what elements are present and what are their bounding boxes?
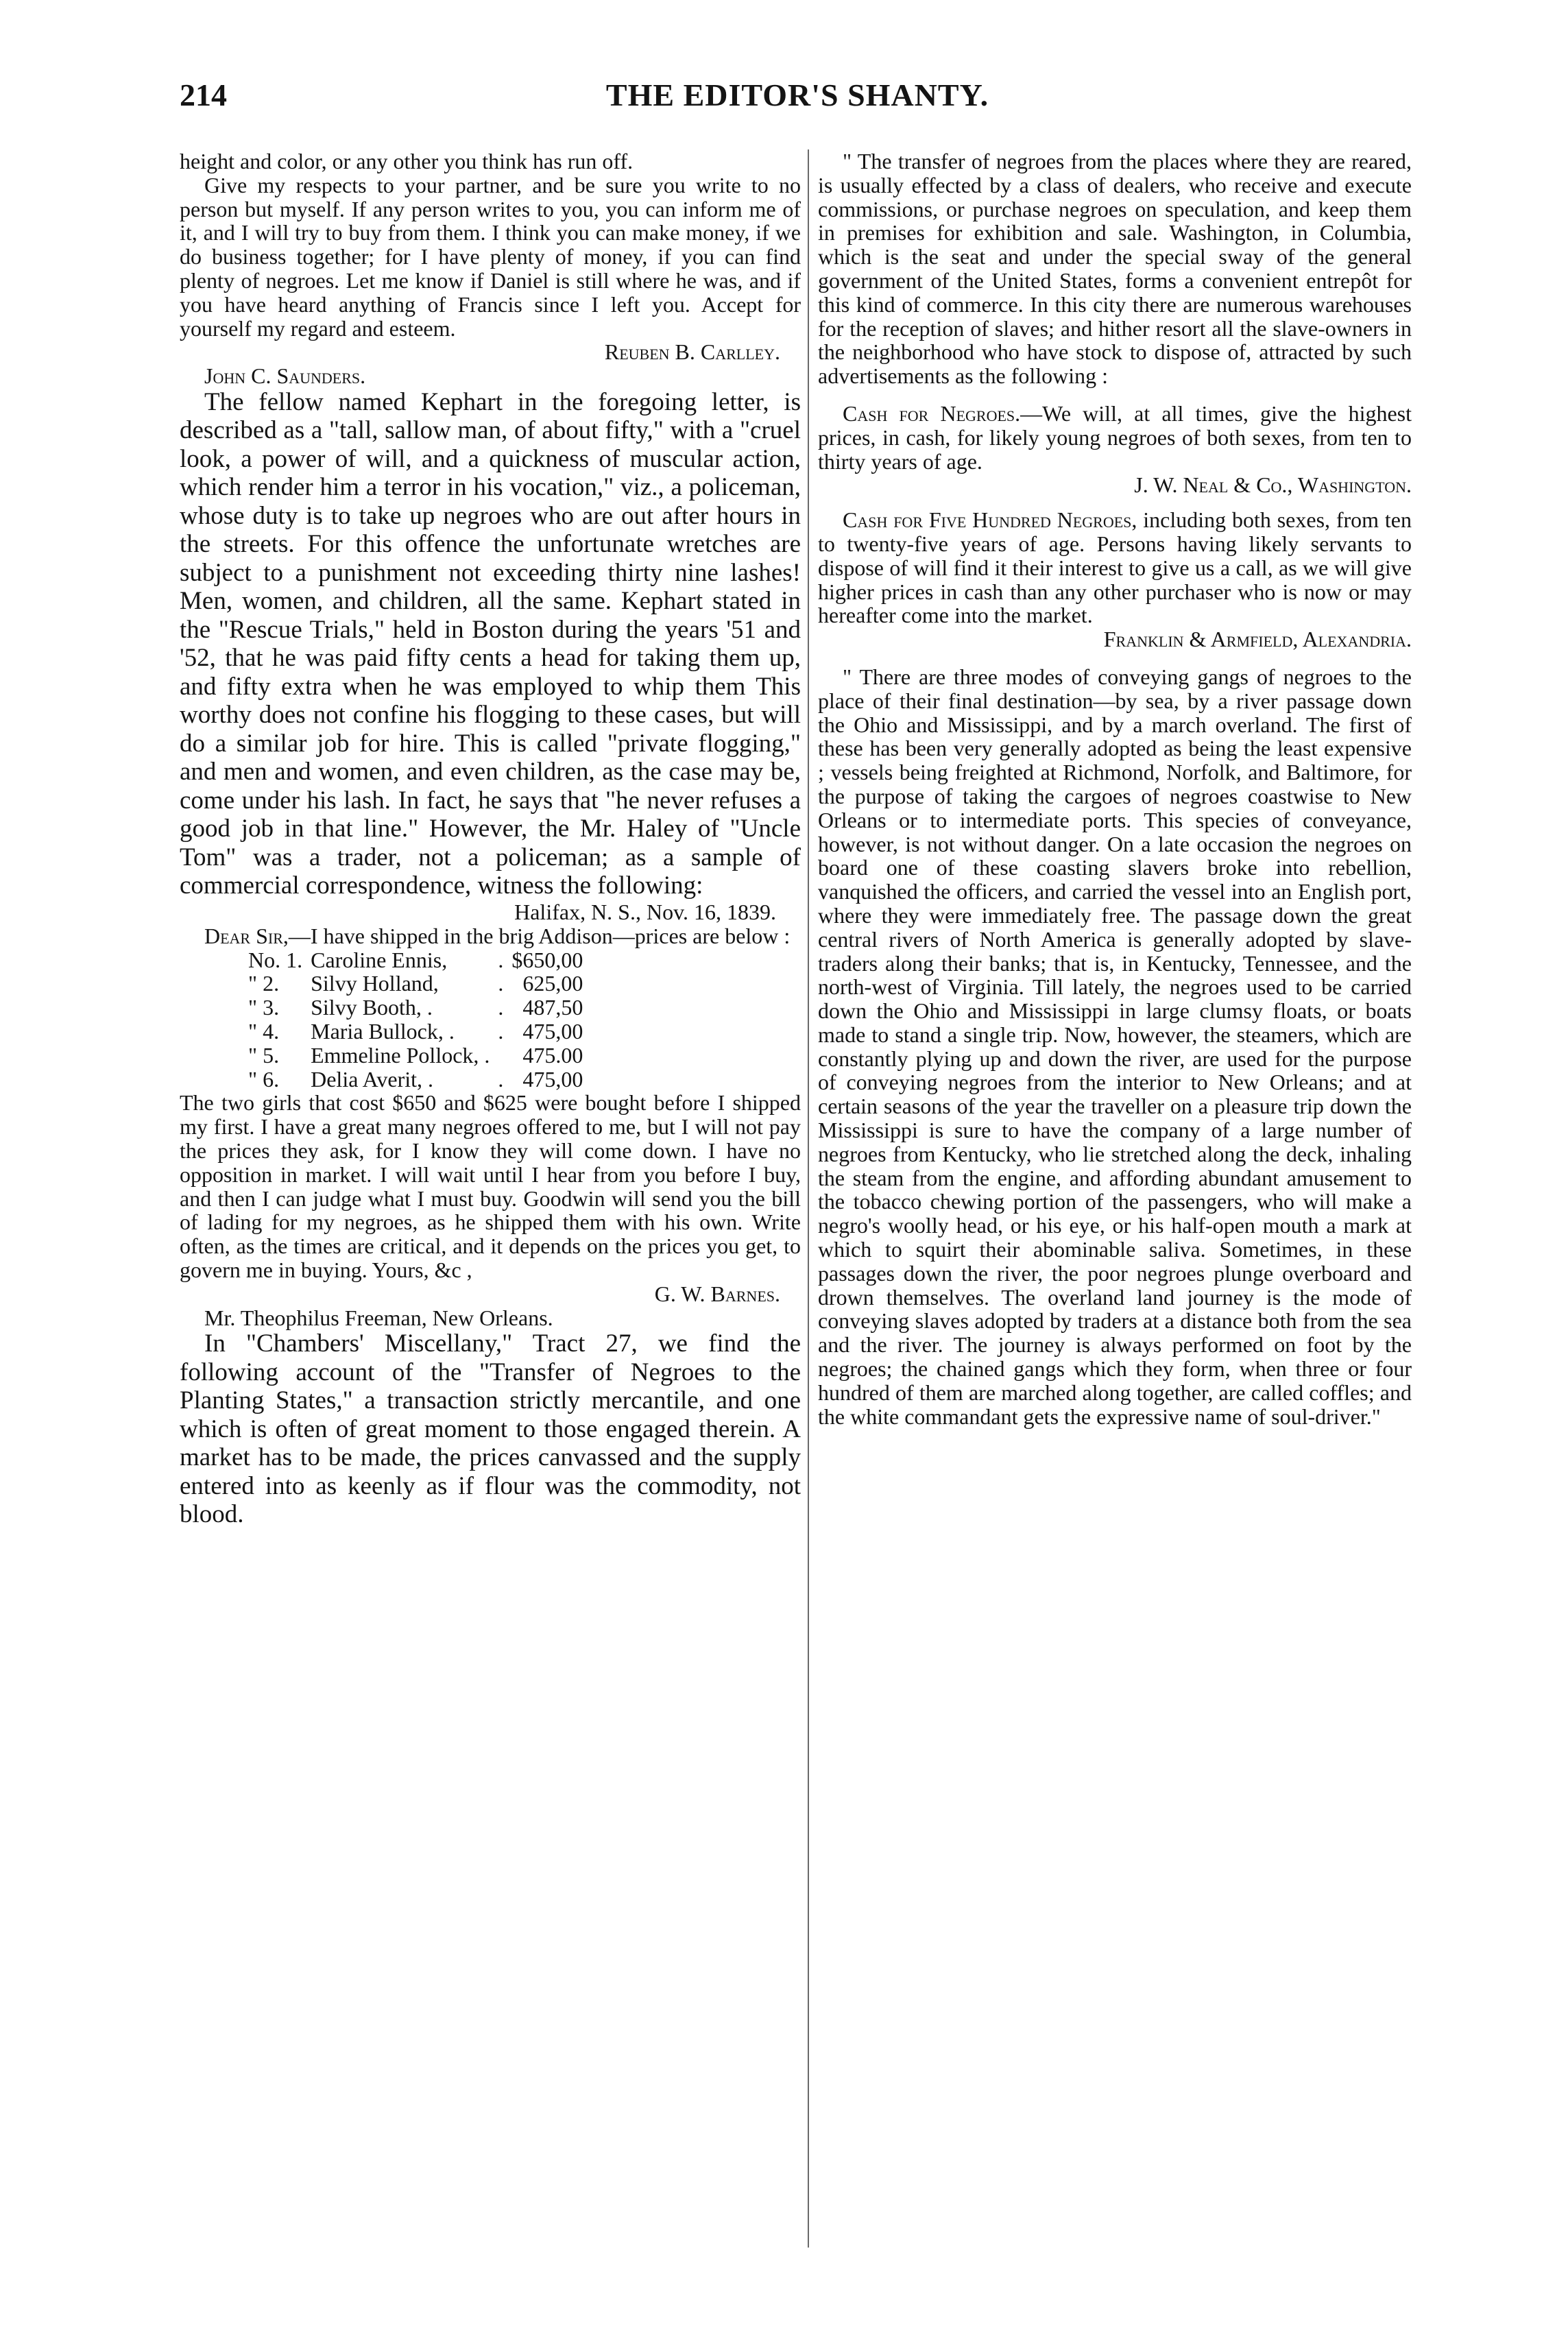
price-amount: 487,50 (522, 995, 583, 1020)
letter-text: —I have shipped in the brig Addison—prices are below : (288, 923, 791, 948)
price-amount: 625,00 (522, 971, 583, 996)
letter-paragraph: The two girls that cost $650 and $625 were bought before I shipped my first. I have a great many negroes offered to me, but I will not pay the prices they ask, for I know they will come down. I have no opposition in market. I will wait until I hear from you before I buy, and then I can judge what I must buy. Goodwin will send you the bill of lading for my negroes, as he shipped them with his own. Write often, as the times are critical, and it depends on the prices you get, to govern me in buying. Yours, &c , (180, 1090, 801, 1282)
price-amount: $650,00 (511, 947, 583, 972)
letter-addressee: Mr. Theophilus Freeman, New Orleans. (204, 1305, 553, 1330)
price-number: " 2. (248, 971, 280, 996)
running-title: THE EDITOR'S SHANTY. (605, 77, 989, 112)
price-number: " 4. (248, 1018, 280, 1044)
price-number: " 5. (248, 1042, 280, 1068)
price-name: Delia Averit, . (311, 1066, 434, 1092)
running-header (180, 77, 1415, 125)
advertisements (818, 402, 1412, 651)
advertisement (818, 508, 1412, 651)
letter-addressee: John C. Saunders. (204, 363, 366, 389)
letter-signature: Reuben B. Carlley. (604, 339, 780, 365)
price-dots: . (498, 947, 504, 972)
price-name: Silvy Holland, (311, 971, 439, 996)
letter-opening (180, 924, 801, 948)
ad-lead: Cash for Five Hundred Negroes, (843, 507, 1137, 533)
ad-lead: Cash for Negroes. (843, 400, 1021, 426)
price-dots (498, 1044, 511, 1068)
body-paragraph: In "Chambers' Miscellany," Tract 27, we find the following account of the "Transfer of Negroes to the Planting States," a transaction strictly mercantile, and one which is often of great moment to those engaged therein. A market has to be made, the prices canvassed and the supply entered into as keenly as if flour was the commodity, not blood. (180, 1329, 801, 1529)
column-divider (808, 149, 809, 2248)
letter-salutation: Dear Sir, (204, 923, 289, 948)
right-column (818, 149, 1412, 1428)
body-paragraph: The fellow named Kephart in the foregoing letter, is described as a "tall, sallow man, of about fifty," with a "cruel look, a power of will, and a quickness of muscular action, which render him a terror in his vocation," viz., a policeman, whose duty is to take up negroes who are out after hours in the streets. For this offence the unfortunate wretches are subject to a punishment not exceeding thirty nine lashes! Men, women, and children, all the same. Kephart stated in the "Rescue Trials," held in Boston during the years '51 and '52, that he was paid fifty cents a head for taking them up, and fifty extra when he was employed to whip them This worthy does not confine his flogging to these cases, but will do a similar job for hire. This is called "private flogging," and men and women, and even children, as the case may be, come under his lash. In fact, he says that "he never refuses a good job in that line." However, the Mr. Haley of "Uncle Tom" was a trader, not a policeman; as a sample of commercial correspondence, witness the following: (180, 387, 801, 900)
price-row (248, 996, 591, 1020)
price-dots: . (498, 1066, 504, 1092)
quoted-paragraph: " There are three modes of conveying gangs of negroes to the place of their final destination—by sea, by a river passage down the Ohio and Mississippi, and by a march overland. The first of these has been very generally adopted as being the least expensive ; vessels being freighted at Richmond, Norfolk, and Baltimore, for the purpose of taking the cargoes of negroes coastwise to New Orleans or to intermediate ports. This species of conveyance, however, is not without danger. On a late occasion the negroes on board one of these coasting slavers broke into rebellion, vanquished the officers, and carried the vessel into an English port, where they were immediately free. The passage down the great central rivers of North America is generally adopted by slave-traders along their banks; that is, in Kentucky, Tennessee, and the north-west of Virginia. Till lately, the negroes used to be carried down the Ohio and Mississippi in large clumsy floats, or boats made to stand a single trip. Now, however, the steamers, which are constantly plying up and down the river, are used for the purpose of conveying negroes from the interior to New Orleans; and at certain seasons of the year the traveller on a pleasure trip down the Mississippi is sure to have the company of a large number of negroes from Kentucky, who lie stretched along the deck, inhaling the steam from the engine, and affording abundant amusement to the tobacco chewing portion of the passengers, who will make a negro's woolly head, or his eye, or his half-open mouth a mark at which to squirt their abominable saliva. Sometimes, in these passages down the river, the poor negroes plunge overboard and drown themselves. The overland land journey is the mode of conveying slaves adopted by traders at a distance both from the sea and the river. The journey is always performed on foot by the negroes; the chained gangs which they form, when three or four hundred of them are marched along together, are called coffles; and the white commandant gets the expressive name of soul-driver." (818, 664, 1412, 1429)
price-row (248, 1020, 591, 1044)
price-number: " 6. (248, 1066, 280, 1092)
letter-dateline: Halifax, N. S., Nov. 16, 1839. (514, 899, 776, 924)
price-dots: . (498, 1018, 504, 1044)
price-name: Silvy Booth, . (311, 995, 433, 1020)
page-number: 214 (180, 77, 227, 112)
price-number: " 3. (248, 995, 280, 1020)
letter-continuation: height and color, or any other you think has run off. (180, 149, 634, 173)
ad-signature: J. W. Neal & Co., Washington. (1134, 472, 1412, 498)
ad-signature: Franklin & Armfield, Alexandria. (1103, 627, 1412, 652)
quoted-paragraph: " The transfer of negroes from the places where they are reared, is usually effected by a class of dealers, who receive and execute commissions, or purchase negroes on speculation, and keep them in premises for exhibition and sale. Washington, in Columbia, which is the seat and under the special sway of the general government of the United States, forms a convenient entrepôt for this kind of commerce. In this city there are numerous warehouses for the reception of slaves; and hither resort all the slave-owners in the neighborhood who have stock to dispose of, attracted by such advertisements as the following : (818, 149, 1412, 389)
price-row (248, 948, 591, 972)
price-name: Caroline Ennis, (311, 947, 448, 972)
price-amount: 475,00 (522, 1066, 583, 1092)
left-column (180, 149, 801, 1529)
advertisement (818, 402, 1412, 497)
price-amount: 475,00 (522, 1018, 583, 1044)
letter-paragraph: Give my respects to your partner, and be sure you write to no person but myself. If any person writes to you, you can inform me of it, and I will try to buy from them. I think you can make money, if we do business together; for I have plenty of money, if you can find plenty of negroes. Let me know if Daniel is still where he was, and if you have heard anything of Francis since I left you. Accept for yourself my regard and esteem. (180, 172, 801, 341)
price-number: No. 1. (248, 947, 303, 972)
price-row (248, 1044, 591, 1068)
price-name: Maria Bullock, . (311, 1018, 455, 1044)
price-name: Emmeline Pollock, . (311, 1042, 490, 1068)
ad-text: including both sexes, from ten to twenty-five years of age. Persons having likely servants to dispose of will find it their interest to give us a call, as we will give higher prices in cash than any other purchaser who is now or may hereafter come into the market. (818, 507, 1412, 628)
price-list (248, 948, 591, 1092)
price-row (248, 972, 591, 996)
price-dots: . (498, 971, 504, 996)
price-dots: . (498, 995, 504, 1020)
price-row (248, 1068, 591, 1092)
price-amount: 475.00 (522, 1042, 583, 1068)
letter-signature: G. W. Barnes. (654, 1281, 780, 1306)
ad-text: —We will, at all times, give the highest prices, in cash, for likely young negroes of both sexes, from ten to thirty years of age. (818, 400, 1412, 474)
